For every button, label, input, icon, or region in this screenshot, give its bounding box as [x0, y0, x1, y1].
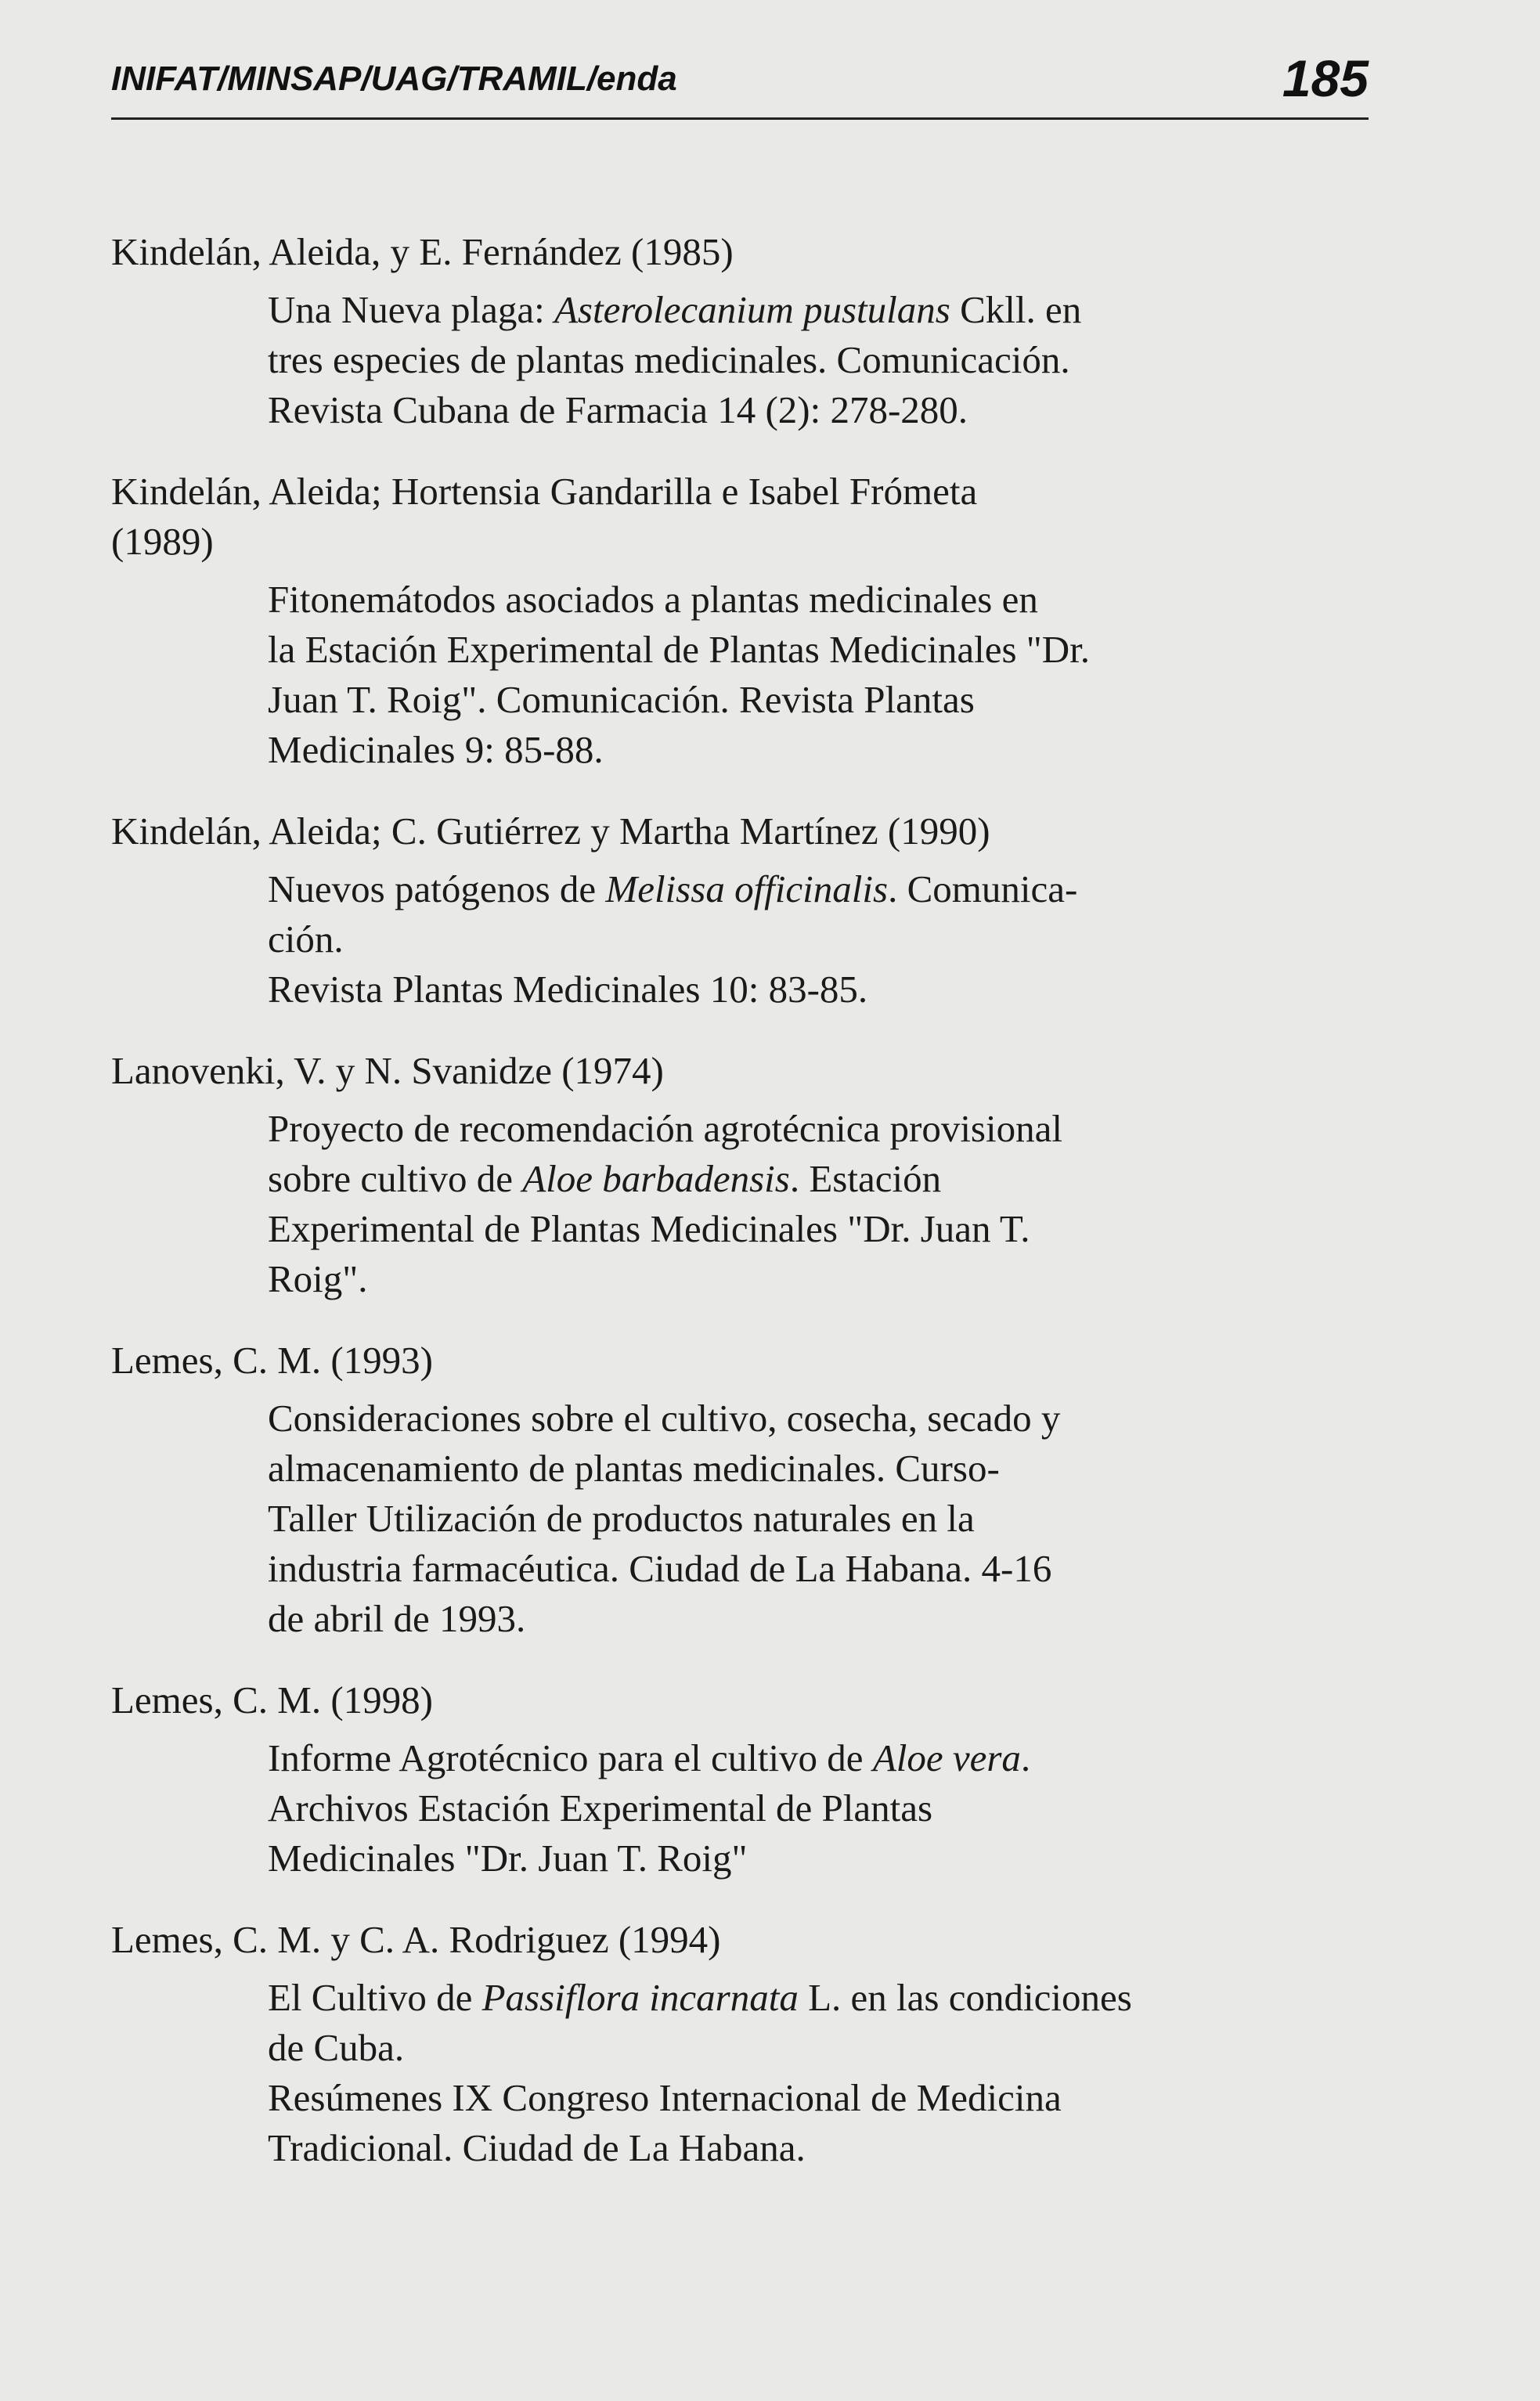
citation-text: la Estación Experimental de Plantas Medicinales "Dr.: [268, 628, 1091, 671]
citation-text: Consideraciones sobre el cultivo, cosecha, secado y: [268, 1397, 1061, 1440]
reference-entry: [111, 1336, 1369, 1644]
citation-line: [268, 1783, 1369, 1833]
reference-author-line: Lemes, C. M. (1993): [111, 1339, 433, 1382]
citation-text: Medicinales "Dr. Juan T. Roig": [268, 1837, 748, 1880]
citation-text: Nuevos patógenos de: [268, 867, 606, 910]
citation-text: Taller Utilización de productos naturales en la: [268, 1497, 975, 1540]
citation-text: Revista Plantas Medicinales 10: 83-85.: [268, 968, 868, 1011]
reference-citation: [268, 1973, 1369, 2173]
citation-line: [268, 2123, 1369, 2173]
citation-text: sobre cultivo de: [268, 1157, 523, 1200]
citation-line: [268, 285, 1369, 335]
species-name: Aloe vera: [872, 1736, 1021, 1779]
page-number: 185: [1282, 49, 1369, 107]
citation-text: industria farmacéutica. Ciudad de La Habana. 4-16: [268, 1547, 1052, 1590]
reference-entry: [111, 1046, 1369, 1304]
species-name: Asterolecanium pustulans: [554, 288, 950, 331]
citation-line: [268, 2073, 1369, 2123]
reference-citation: [268, 1393, 1369, 1644]
citation-line: [268, 385, 1369, 435]
reference-author: [111, 227, 1369, 277]
reference-author: [111, 1915, 1369, 1965]
reference-citation: [268, 864, 1369, 1015]
reference-citation: [268, 1104, 1369, 1304]
reference-author-line: Kindelán, Aleida; Hortensia Gandarilla e Isabel Frómeta: [111, 470, 978, 513]
citation-line: [268, 1494, 1369, 1544]
citation-text: Revista Cubana de Farmacia 14 (2): 278-280.: [268, 388, 968, 431]
reference-citation: [268, 575, 1369, 775]
reference-entry: [111, 806, 1369, 1015]
citation-line: [268, 1393, 1369, 1444]
reference-author: [111, 1046, 1369, 1096]
citation-line: [268, 1104, 1369, 1154]
citation-line: [268, 575, 1369, 625]
species-name: Aloe barbadensis: [522, 1157, 790, 1200]
citation-line: [268, 864, 1369, 914]
reference-author-line: (1989): [111, 520, 214, 563]
header-rule: [111, 117, 1369, 120]
citation-line: [268, 335, 1369, 385]
citation-line: [268, 1444, 1369, 1494]
citation-text: tres especies de plantas medicinales. Comunicación.: [268, 338, 1070, 381]
reference-citation: [268, 1733, 1369, 1884]
reference-citation: [268, 285, 1369, 435]
reference-list: [111, 227, 1369, 2205]
citation-text: Experimental de Plantas Medicinales "Dr. Juan T.: [268, 1207, 1030, 1250]
reference-author: [111, 467, 1369, 567]
citation-text: Fitonemátodos asociados a plantas medicinales en: [268, 578, 1038, 621]
citation-line: [268, 725, 1369, 775]
reference-entry: [111, 1915, 1369, 2173]
citation-line: [268, 1833, 1369, 1884]
citation-text: . Estación: [789, 1157, 942, 1200]
reference-author-line: Lanovenki, V. y N. Svanidze (1974): [111, 1049, 664, 1092]
species-name: Passiflora incarnata: [481, 1976, 799, 2019]
reference-entry: [111, 1675, 1369, 1884]
citation-text: El Cultivo de: [268, 1976, 482, 2019]
citation-line: [268, 1733, 1369, 1783]
reference-author: [111, 806, 1369, 856]
citation-line: [268, 1594, 1369, 1644]
reference-author: [111, 1336, 1369, 1386]
page-header: [111, 49, 1369, 119]
citation-text: . Comunica-: [888, 867, 1078, 910]
citation-line: [268, 1973, 1369, 2023]
reference-entry: [111, 467, 1369, 775]
citation-line: [268, 1154, 1369, 1204]
citation-line: [268, 625, 1369, 675]
citation-text: Archivos Estación Experimental de Plantas: [268, 1786, 933, 1830]
citation-text: Ckll. en: [950, 288, 1082, 331]
citation-text: Resúmenes IX Congreso Internacional de Medicina: [268, 2076, 1062, 2119]
citation-text: Tradicional. Ciudad de La Habana.: [268, 2126, 806, 2169]
reference-author-line: Lemes, C. M. y C. A. Rodriguez (1994): [111, 1918, 721, 1961]
reference-entry: [111, 227, 1369, 435]
citation-line: [268, 964, 1369, 1015]
citation-line: [268, 914, 1369, 964]
citation-line: [268, 1254, 1369, 1304]
reference-author: [111, 1675, 1369, 1725]
citation-line: [268, 1204, 1369, 1254]
citation-text: de Cuba.: [268, 2026, 405, 2069]
citation-text: ción.: [268, 917, 344, 961]
citation-text: de abril de 1993.: [268, 1597, 526, 1640]
citation-line: [268, 1544, 1369, 1594]
reference-author-line: Lemes, C. M. (1998): [111, 1678, 433, 1721]
reference-author-line: Kindelán, Aleida, y E. Fernández (1985): [111, 230, 734, 273]
citation-line: [268, 2023, 1369, 2073]
citation-line: [268, 675, 1369, 725]
citation-text: Roig".: [268, 1257, 368, 1300]
citation-text: almacenamiento de plantas medicinales. Curso-: [268, 1447, 1000, 1490]
citation-text: Proyecto de recomendación agrotécnica provisional: [268, 1107, 1062, 1150]
citation-text: L. en las condiciones: [798, 1976, 1132, 2019]
species-name: Melissa officinalis: [605, 867, 889, 910]
running-head: INIFAT/MINSAP/UAG/TRAMIL/enda: [111, 59, 677, 98]
citation-text: Informe Agrotécnico para el cultivo de: [268, 1736, 873, 1779]
citation-text: .: [1020, 1736, 1031, 1779]
reference-author-line: Kindelán, Aleida; C. Gutiérrez y Martha Martínez (1990): [111, 809, 990, 853]
citation-text: Juan T. Roig". Comunicación. Revista Plantas: [268, 678, 975, 721]
citation-text: Una Nueva plaga:: [268, 288, 554, 331]
citation-text: Medicinales 9: 85-88.: [268, 728, 604, 771]
